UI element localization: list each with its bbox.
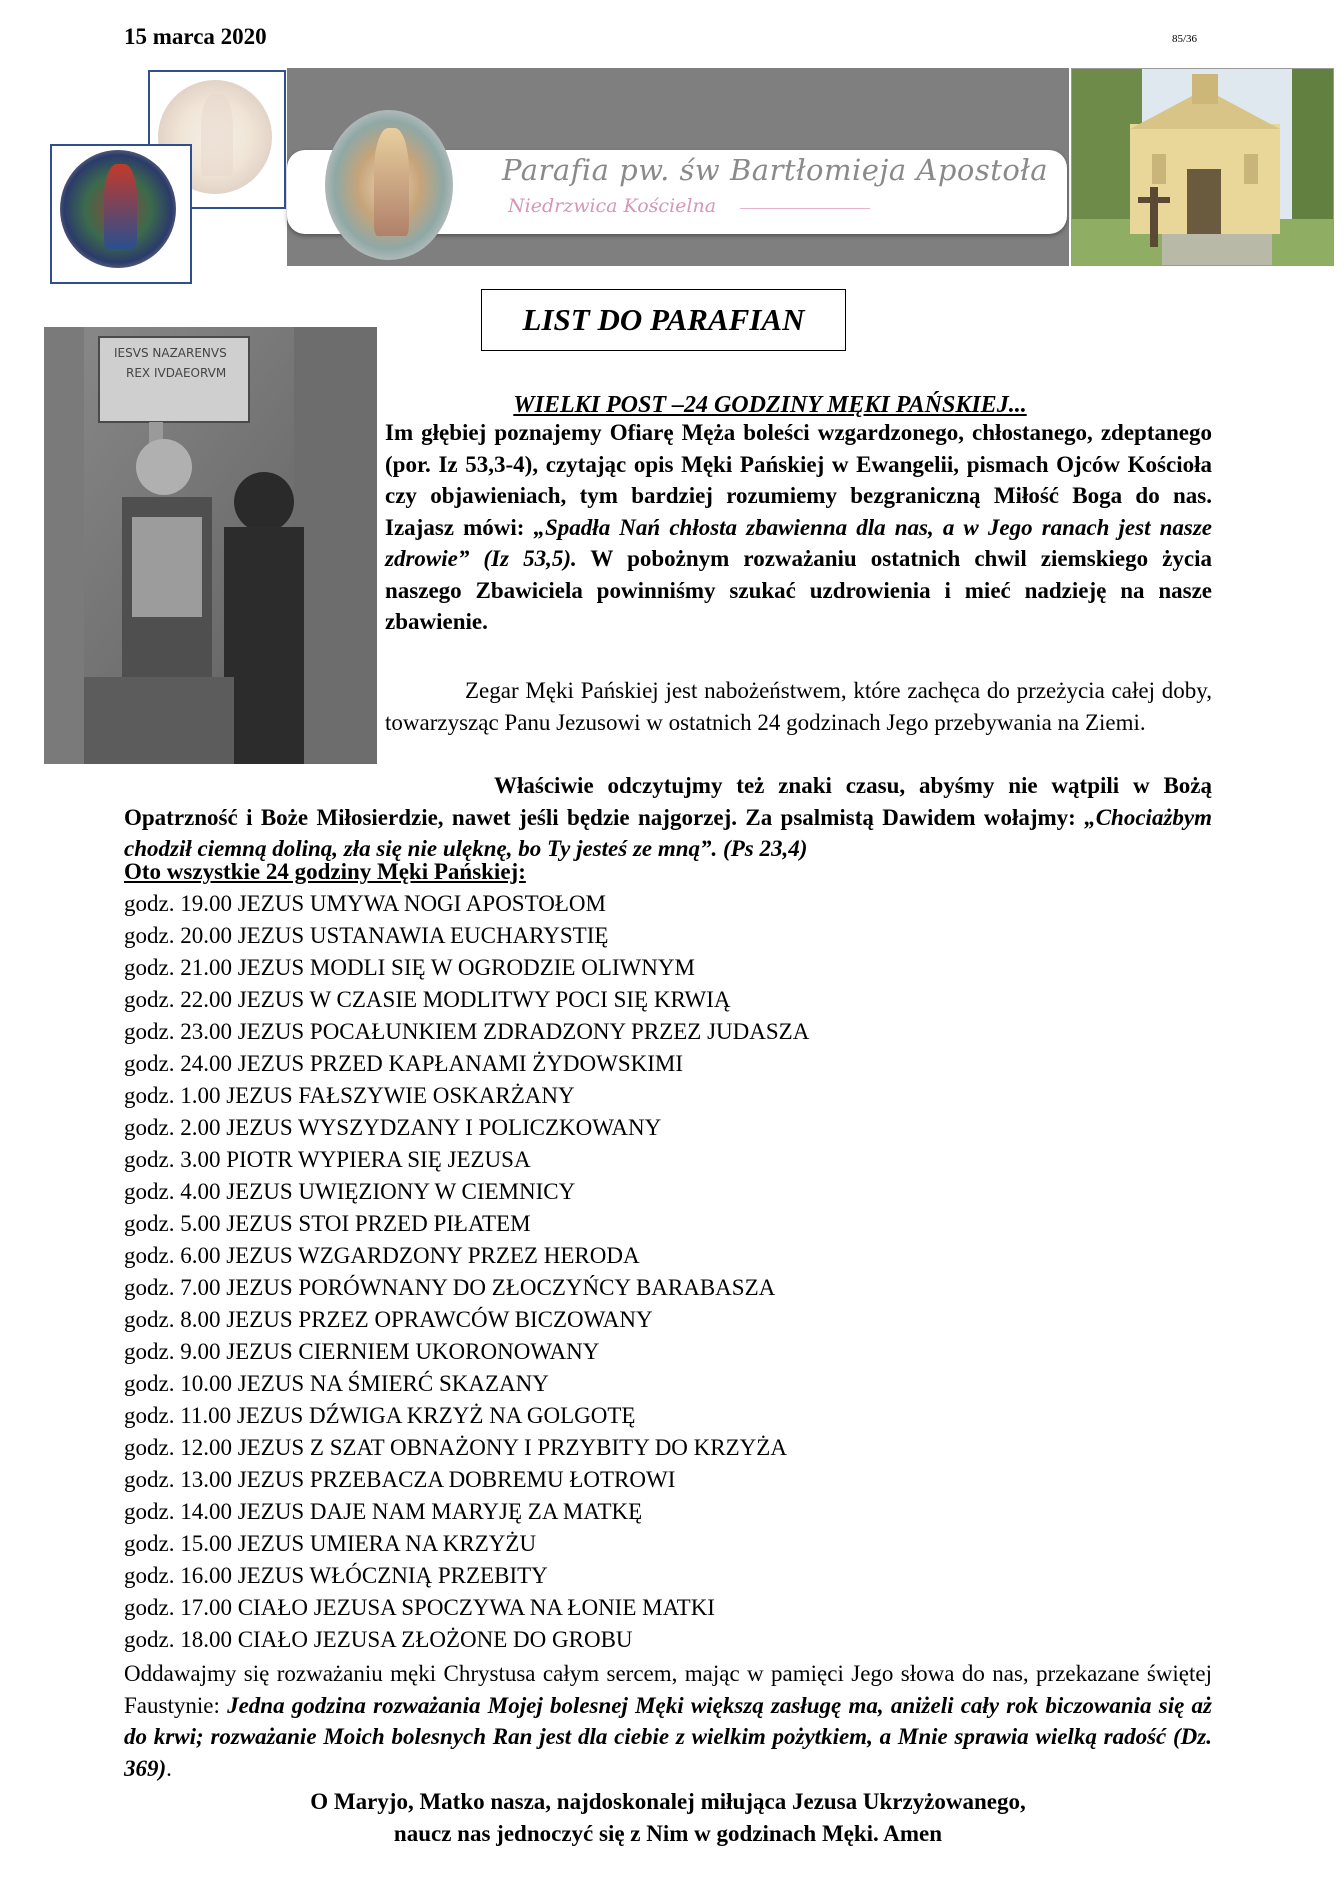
parish-name: Parafia pw. św Bartłomieja Apostoła <box>502 153 1049 187</box>
page-number: 85/36 <box>1172 33 1198 45</box>
clock-paragraph: Zegar Męki Pańskiej jest nabożeństwem, które zachęca do przeżycia całej doby, towarzysząc Panu Jezusowi w ostatnich 24 godzinach Jego przebywania na Ziemi. <box>385 678 1212 735</box>
signs-paragraph <box>124 770 1212 865</box>
list-item: godz. 14.00 JEZUS DAJE NAM MARYJĘ ZA MATKĘ <box>124 1499 643 1524</box>
list-item: godz. 1.00 JEZUS FAŁSZYWIE OSKARŻANY <box>124 1083 575 1108</box>
list-item: godz. 15.00 JEZUS UMIERA NA KRZYŻU <box>124 1531 537 1556</box>
intro-text-end: W pobożnym rozważaniu ostatnich chwil ziemskiego życia naszego Zbawiciela powinniśmy szukać uzdrowienia i mieć nadzieję na nasze zbawienie. <box>385 546 1212 634</box>
svg-text:IESVS NAZARENVS: IESVS NAZARENVS <box>114 346 227 360</box>
list-item: godz. 7.00 JEZUS PORÓWNANY DO ZŁOCZYŃCY BARABASZA <box>124 1275 776 1300</box>
list-item: godz. 24.00 JEZUS PRZED KAPŁANAMI ŻYDOWSKIMI <box>124 1051 684 1076</box>
list-item: godz. 20.00 JEZUS USTANAWIA EUCHARYSTIĘ <box>124 923 609 948</box>
closing-prayer <box>124 1786 1212 1850</box>
signs-text: Właściwie odczytujmy też znaki czasu, abyśmy nie wątpili w Bożą Opatrzność i Boże Miłosierdzie, nawet jeśli będzie najgorzej. Za psalmistą Dawidem wołajmy: <box>124 773 1212 830</box>
list-item: godz. 8.00 JEZUS PRZEZ OPRAWCÓW BICZOWANY <box>124 1307 653 1332</box>
parish-location: Niedrzwica Kościelna <box>508 195 717 217</box>
list-item: godz. 11.00 JEZUS DŹWIGA KRZYŻ NA GOLGOTĘ <box>124 1403 636 1428</box>
list-item: godz. 17.00 CIAŁO JEZUSA SPOCZYWA NA ŁONIE MATKI <box>124 1595 715 1620</box>
list-item: godz. 3.00 PIOTR WYPIERA SIĘ JEZUSA <box>124 1147 531 1172</box>
church-photo <box>1071 68 1334 266</box>
list-item: godz. 19.00 JEZUS UMYWA NOGI APOSTOŁOM <box>124 891 606 916</box>
faustina-end: . <box>166 1755 172 1781</box>
letter-title: LIST DO PARAFIAN <box>481 289 846 351</box>
faustina-quote: Jedna godzina rozważania Mojej bolesnej Męki większą zasługę ma, aniżeli cały rok biczowania się aż do krwi; rozważanie Moich bolesnych Ran jest dla ciebie z wielkim pożytkiem, a Mnie sprawia wielką radość (Dz. 369) <box>124 1692 1212 1781</box>
closing-line-1: O Maryjo, Matko nasza, najdoskonalej miłująca Jezusa Ukrzyżowanego, <box>310 1789 1026 1814</box>
section-title: WIELKI POST –24 GODZINY MĘKI PAŃSKIEJ... <box>513 392 1027 418</box>
list-item: godz. 4.00 JEZUS UWIĘZIONY W CIEMNICY <box>124 1179 576 1204</box>
decorative-line <box>740 208 870 209</box>
list-item: godz. 2.00 JEZUS WYSZYDZANY I POLICZKOWANY <box>124 1115 662 1140</box>
isaiah-quote: „Spadła Nań chłosta zbawienna dla nas, a w Jego ranach jest nasze zdrowie” (Iz 53,5). <box>385 514 1212 571</box>
faustina-text: Oddawajmy się rozważaniu męki Chrystusa całym sercem, mając w pamięci Jego słowa do nas, przekazane świętej Faustynie: <box>124 1661 1212 1718</box>
intro-paragraph <box>385 417 1212 638</box>
hours-list-heading: Oto wszystkie 24 godziny Męki Pańskiej: <box>124 859 526 884</box>
intro-text: Im głębiej poznajemy Ofiarę Męża boleści wzgardzonego, chłostanego, zdeptanego (por. Iz 53,3-4), czytając opis Męki Pańskiej w Ewangelii, pismach Ojców Kościoła czy objawieniach, tym bardziej rozumiemy bezgraniczną Miłość Boga do nas. Izajasz mówi: <box>385 420 1212 540</box>
stained-glass-medallion <box>60 150 176 268</box>
list-item: godz. 21.00 JEZUS MODLI SIĘ W OGRODZIE OLIWNYM <box>124 955 695 980</box>
list-item: godz. 16.00 JEZUS WŁÓCZNIĄ PRZEBITY <box>124 1563 548 1588</box>
list-item: godz. 12.00 JEZUS Z SZAT OBNAŻONY I PRZYBITY DO KRZYŻA <box>124 1435 787 1460</box>
passion-photo <box>44 327 377 764</box>
closing-line-2: naucz nas jednoczyć się z Nim w godzinach Męki. Amen <box>393 1821 943 1846</box>
list-item: godz. 18.00 CIAŁO JEZUSA ZŁOŻONE DO GROBU <box>124 1627 633 1652</box>
list-item: godz. 13.00 JEZUS PRZEBACZA DOBREMU ŁOTROWI <box>124 1467 676 1492</box>
list-item: godz. 23.00 JEZUS POCAŁUNKIEM ZDRADZONY PRZEZ JUDASZA <box>124 1019 810 1044</box>
stained-glass-medallion-saint <box>325 110 453 260</box>
bulletin-date: 15 marca 2020 <box>124 24 267 49</box>
list-item: godz. 10.00 JEZUS NA ŚMIERĆ SKAZANY <box>124 1371 549 1396</box>
list-item: godz. 9.00 JEZUS CIERNIEM UKORONOWANY <box>124 1339 600 1364</box>
list-item: godz. 6.00 JEZUS WZGARDZONY PRZEZ HERODA <box>124 1243 640 1268</box>
passion-hours-list <box>124 888 1212 1656</box>
faustina-paragraph <box>124 1658 1212 1784</box>
list-item: godz. 5.00 JEZUS STOI PRZED PIŁATEM <box>124 1211 531 1236</box>
svg-text:REX IVDAEORVM: REX IVDAEORVM <box>126 366 227 380</box>
list-item: godz. 22.00 JEZUS W CZASIE MODLITWY POCI SIĘ KRWIĄ <box>124 987 731 1012</box>
psalm-quote: „Chociażbym chodził ciemną doliną, zła się nie ulęknę, bo Ty jesteś ze mną”. (Ps 23,4) <box>124 804 1212 861</box>
